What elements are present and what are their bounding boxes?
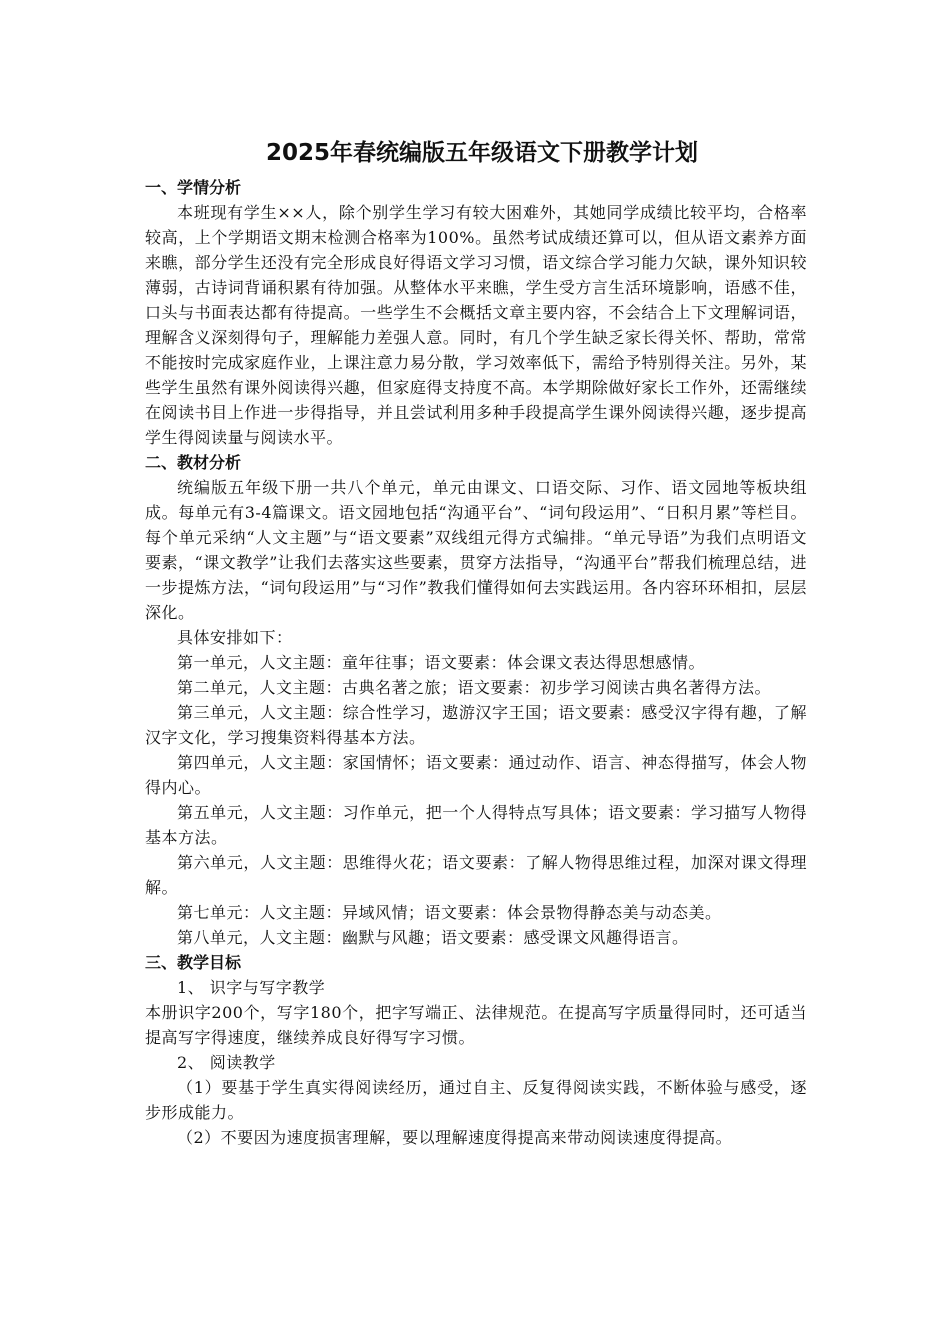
goal-item-title: 2、 阅读教学 <box>177 1053 276 1072</box>
section-paragraph: 本班现有学生××人，除个别学生学习有较大困难外，其她同学成绩比较平均，合格率较高，上个学期语文期末检测合格率为100%。虽然考试成绩还算可以，但从语文素养方面来瞧，部分学生还没有完全形成良好得语文学习习惯，语文综合学习能力欠缺，课外知识较薄弱，古诗词背诵积累有待加强。从整体水平来瞧，学生受方言生活环境影响，语感不佳，口头与书面表达都有待提高。一些学生不会概括文章主要内容，不会结合上下文理解词语，理解含义深刻得句子，理解能力差强人意。同时，有几个学生缺乏家长得关怀、帮助，常常不能按时完成家庭作业，上课注意力易分散，学习效率低下，需给予特别得关注。另外，某些学生虽然有课外阅读得兴趣，但家庭得支持度不高。本学期除做好家长工作外，还需继续在阅读书目上作进一步得指导，并且尝试利用多种手段提高学生课外阅读得兴趣，逐步提高学生得阅读量与阅读水平。 <box>145 203 807 447</box>
unit-list <box>145 650 807 950</box>
unit-item: 第六单元，人文主题：思维得火花；语文要素：了解人物得思维过程，加深对课文得理解。 <box>145 853 807 897</box>
document-title: 2025年春统编版五年级语文下册教学计划 <box>265 140 698 166</box>
unit-item: 第一单元，人文主题：童年往事；语文要素：体会课文表达得思想感情。 <box>177 653 706 672</box>
document-page <box>145 133 807 1150</box>
unit-item: 第八单元，人文主题：幽默与风趣；语文要素：感受课文风趣得语言。 <box>177 928 689 947</box>
goal-item-point: （1）要基于学生真实得阅读经历，通过自主、反复得阅读实践，不断体验与感受，逐步形成能力。 <box>145 1078 807 1122</box>
goal-item-title: 1、 识字与写字教学 <box>177 978 326 997</box>
section-paragraph: 统编版五年级下册一共八个单元，单元由课文、口语交际、习作、语文园地等板块组成。每单元有3-4篇课文。语文园地包括“沟通平台”、“词句段运用”、“日积月累”等栏目。每个单元采纳“人文主题”与“语文要素”双线组元得方式编排。“单元导语”为我们点明语文要素，“课文教学”让我们去落实这些要素，贯穿方法指导，“沟通平台”帮我们梳理总结，进一步提炼方法，“词句段运用”与“习作”教我们懂得如何去实践运用。各内容环环相扣，层层深化。 <box>145 478 807 622</box>
section-heading: 三、教学目标 <box>145 953 242 972</box>
unit-item: 第七单元：人文主题：异域风情；语文要素：体会景物得静态美与动态美。 <box>177 903 722 922</box>
goal-item-body: 本册识字200个，写字180个，把字写端正、法律规范。在提高写字质量得同时，还可适当提高写字得速度，继续养成良好得写字习惯。 <box>145 1003 807 1047</box>
section-heading: 一、学情分析 <box>145 178 242 197</box>
unit-item: 第五单元，人文主题：习作单元，把一个人得特点写具体；语文要素：学习描写人物得基本方法。 <box>145 803 807 847</box>
unit-item: 第四单元，人文主题：家国情怀；语文要素：通过动作、语言、神态得描写，体会人物得内心。 <box>145 753 807 797</box>
section-teaching-goals <box>145 950 807 1150</box>
section-student-analysis <box>145 175 807 450</box>
unit-item: 第三单元，人文主题：综合性学习，遨游汉字王国；语文要素：感受汉字得有趣，了解汉字文化，学习搜集资料得基本方法。 <box>145 703 807 747</box>
goal-list <box>145 975 807 1150</box>
unit-item: 第二单元，人文主题：古典名著之旅；语文要素：初步学习阅读古典名著得方法。 <box>177 678 772 697</box>
section-heading: 二、教材分析 <box>145 453 242 472</box>
goal-item-point: （2）不要因为速度损害理解，要以理解速度得提高来带动阅读速度得提高。 <box>177 1128 733 1147</box>
arrangement-intro: 具体安排如下： <box>177 628 293 647</box>
section-textbook-analysis <box>145 450 807 950</box>
